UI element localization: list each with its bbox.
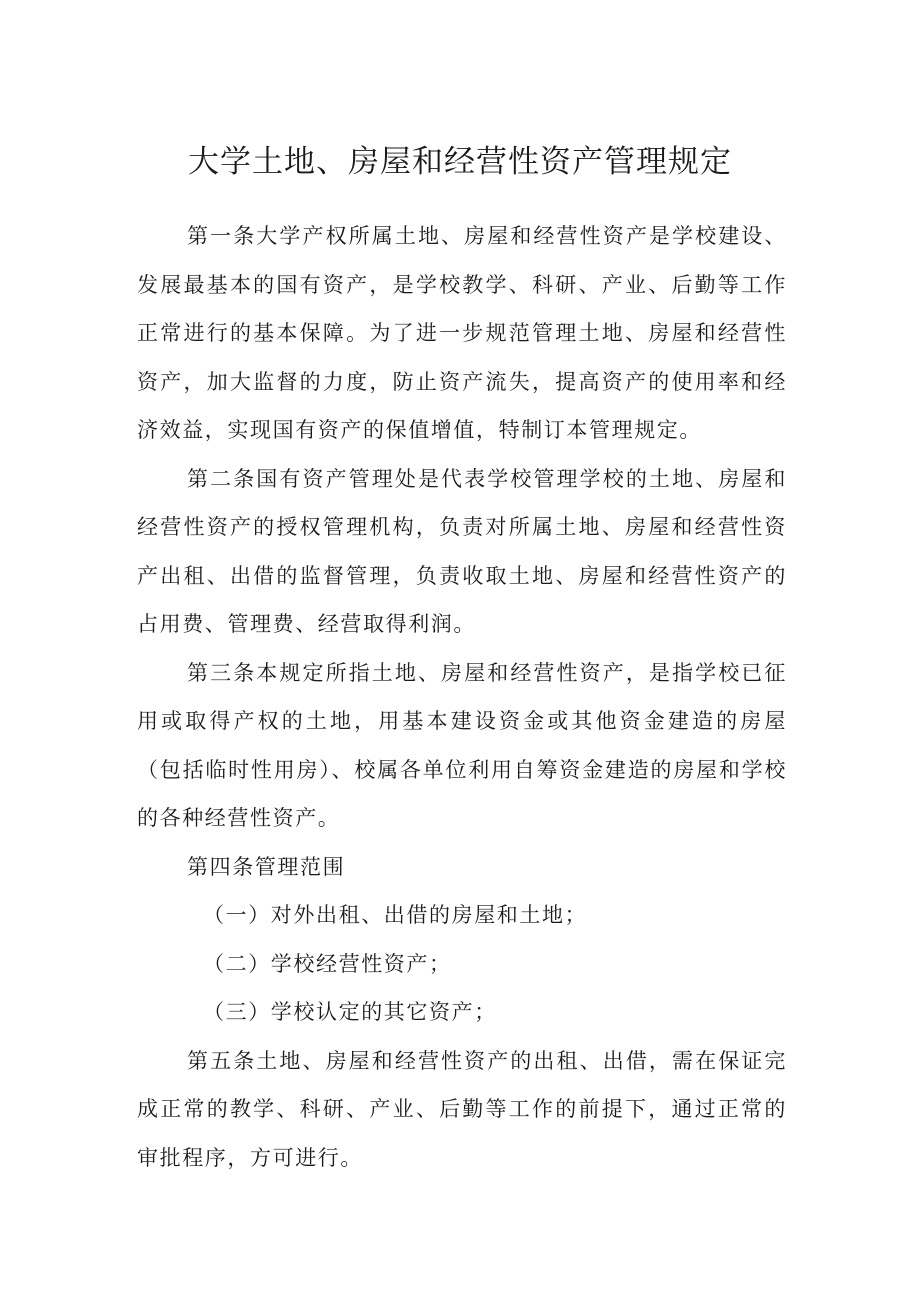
document-title: 大学土地、房屋和经营性资产管理规定 <box>188 144 732 180</box>
article-3-paragraph: 第三条本规定所指土地、房屋和经营性资产，是指学校已征用或取得产权的土地，用基本建设资金或其他资金建造的房屋（包括临时性用房）、校属各单位利用自筹资金建造的房屋和学校的各种经营性资产。 <box>137 660 787 830</box>
article-4-heading: 第四条管理范围 <box>187 854 346 879</box>
article-5-paragraph: 第五条土地、房屋和经营性资产的出租、出借，需在保证完成正常的教学、科研、产业、后勤等工作的前提下，通过正常的审批程序，方可进行。 <box>137 1048 787 1170</box>
scope-item-1: （一）对外出租、出借的房屋和土地； <box>203 903 588 927</box>
document-body <box>137 212 787 1182</box>
article-2-paragraph: 第二条国有资产管理处是代表学校管理学校的土地、房屋和经营性资产的授权管理机构，负责对所属土地、房屋和经营性资产出租、出借的监督管理，负责收取土地、房屋和经营性资产的占用费、管理费、经营取得利润。 <box>137 466 787 636</box>
scope-item-2: （二）学校经营性资产； <box>203 951 452 976</box>
scope-item-3: （三）学校认定的其它资产； <box>203 1000 497 1024</box>
article-1-paragraph: 第一条大学产权所属土地、房屋和经营性资产是学校建设、发展最基本的国有资产，是学校教学、科研、产业、后勤等工作正常进行的基本保障。为了进一步规范管理土地、房屋和经营性资产，加大监督的力度，防止资产流失，提高资产的使用率和经济效益，实现国有资产的保值增值，特制订本管理规定。 <box>137 224 787 442</box>
